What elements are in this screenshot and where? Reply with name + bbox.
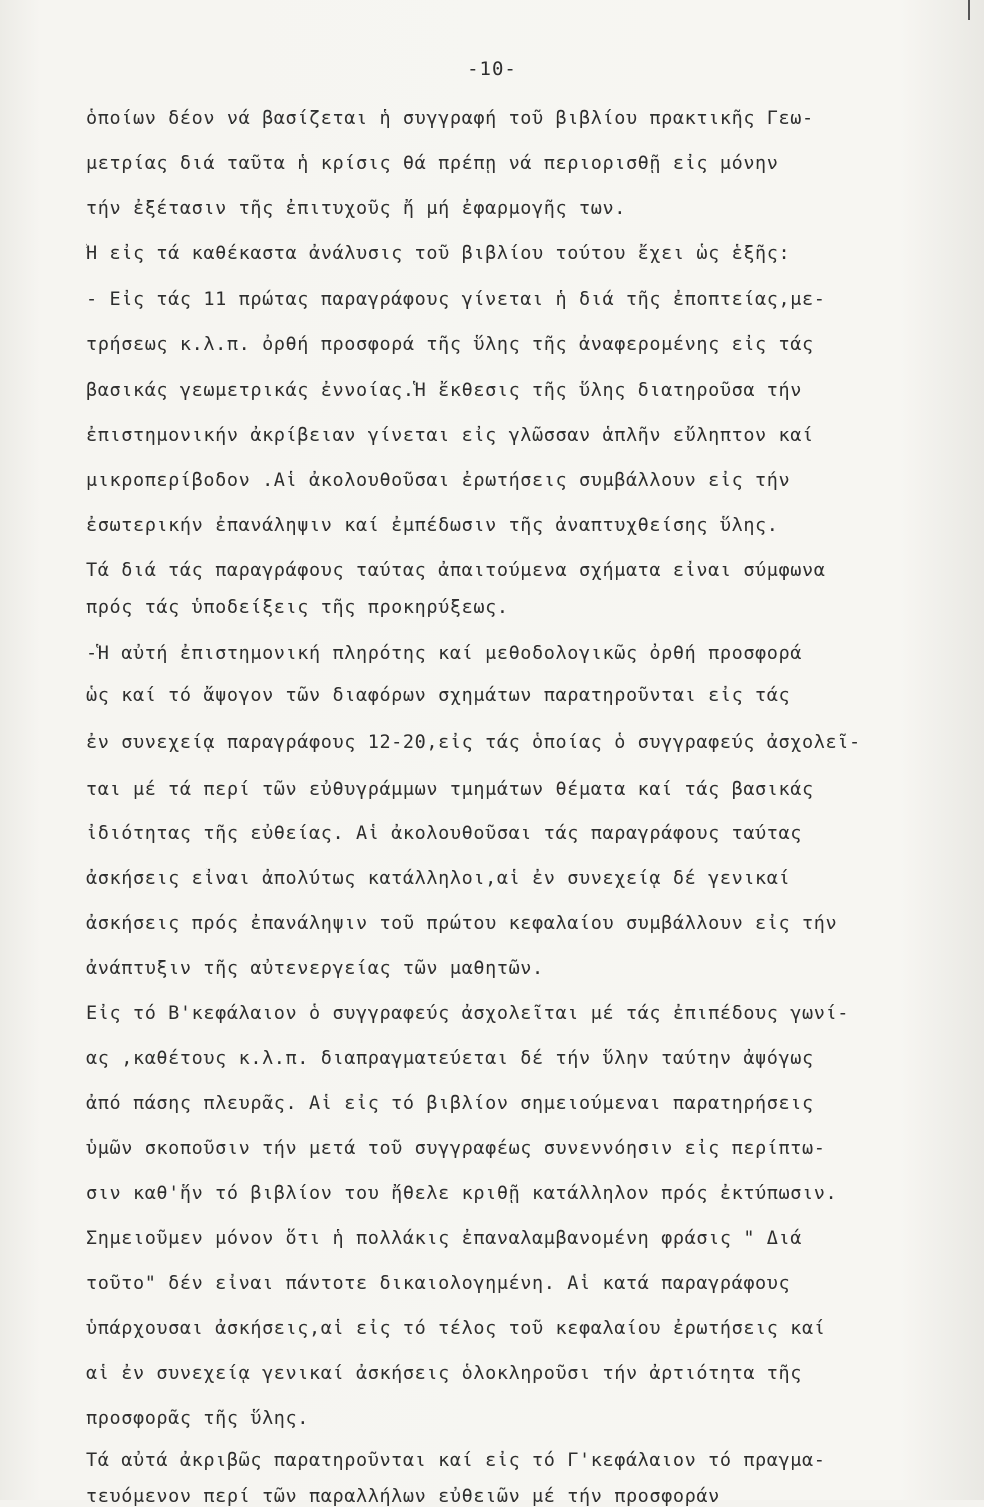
text-line: σιν καθ'ἥν τό βιβλίον του ἤθελε κριθῇ κατάλληλον πρός ἐκτύπωσιν. (86, 1183, 838, 1204)
text-line: προσφορᾶς τῆς ὕλης. (86, 1408, 310, 1429)
text-line: ὁποίων δέον νά βασίζεται ἡ συγγραφή τοῦ βιβλίου πρακτικῆς Γεω- (86, 108, 814, 129)
text-line: πρός τάς ὑποδείξεις τῆς προκηρύξεως. (86, 597, 509, 618)
text-line: ἐπιστημονικήν ἀκρίβειαν γίνεται εἰς γλῶσσαν ἁπλῆν εὔληπτον καί (86, 425, 814, 446)
page-number: -10- (467, 58, 517, 80)
page-edge-mark (968, 0, 970, 20)
text-line: ἀνάπτυξιν τῆς αὐτενεργείας τῶν μαθητῶν. (86, 958, 544, 979)
text-line: Τά διά τάς παραγράφους ταύτας ἀπαιτούμενα σχήματα εἶναι σύμφωνα (86, 560, 826, 581)
text-line: ἀσκήσεις εἶναι ἀπολύτως κατάλληλοι,αἱ ἐν συνεχείᾳ δέ γενικαί (86, 868, 791, 889)
text-line: ἰδιότητας τῆς εὐθείας. Αἱ ἀκολουθοῦσαι τάς παραγράφους ταύτας (86, 823, 803, 844)
text-line: ἐσωτερικήν ἐπανάληψιν καί ἐμπέδωσιν τῆς ἀναπτυχθείσης ὕλης. (86, 515, 779, 536)
text-line: μετρίας διά ταῦτα ἡ κρίσις θά πρέπῃ νά περιορισθῇ εἰς μόνην (86, 153, 779, 174)
text-line: - Εἰς τάς 11 πρώτας παραγράφους γίνεται ἡ διά τῆς ἐποπτείας,με- (86, 289, 826, 310)
text-line: -Ἡ αὐτή ἐπιστημονική πληρότης καί μεθοδολογικῶς ὀρθή προσφορά (86, 643, 803, 664)
text-line: τοῦτο" δέν εἶναι πάντοτε δικαιολογημένη. Αἱ κατά παραγράφους (86, 1273, 791, 1294)
text-line: αἱ ἐν συνεχείᾳ γενικαί ἀσκήσεις ὁλοκληροῦσι τήν ἀρτιότητα τῆς (86, 1363, 803, 1384)
text-line: μικροπερίβοδον .Αἱ ἀκολουθοῦσαι ἐρωτήσεις συμβάλλουν εἰς τήν (86, 470, 791, 491)
text-line: ἐν συνεχείᾳ παραγράφους 12-20,εἰς τάς ὁποίας ὁ συγγραφεύς ἀσχολεῖ- (86, 732, 861, 753)
text-line: ὑμῶν σκοποῦσιν τήν μετά τοῦ συγγραφέως συνεννόησιν εἰς περίπτω- (86, 1138, 826, 1159)
text-line: τευόμενον περί τῶν παραλλήλων εὐθειῶν μέ τήν προσφοράν (86, 1486, 720, 1507)
text-line: Τά αὐτά ἀκριβῶς παρατηροῦνται καί εἰς τό Γ'κεφάλαιον τό πραγμα- (86, 1450, 826, 1471)
text-line: τρήσεως κ.λ.π. ὀρθή προσφορά τῆς ὕλης τῆς ἀναφερομένης εἰς τάς (86, 334, 814, 355)
text-line: Εἰς τό Β'κεφάλαιον ὁ συγγραφεύς ἀσχολεῖται μέ τάς ἐπιπέδους γωνί- (86, 1003, 849, 1024)
text-line: ἀπό πάσης πλευρᾶς. Αἱ εἰς τό βιβλίον σημειούμεναι παρατηρήσεις (86, 1093, 814, 1114)
text-line: τήν ἐξέτασιν τῆς ἐπιτυχοῦς ἤ μή ἐφαρμογῆς των. (86, 198, 626, 219)
text-line: βασικάς γεωμετρικάς ἐννοίας.Ἡ ἔκθεσις τῆς ὕλης διατηροῦσα τήν (86, 380, 803, 401)
text-line: ας ,καθέτους κ.λ.π. διαπραγματεύεται δέ τήν ὕλην ταύτην ἀψόγως (86, 1048, 814, 1069)
text-line: ἀσκήσεις πρός ἐπανάληψιν τοῦ πρώτου κεφαλαίου συμβάλλουν εἰς τήν (86, 913, 838, 934)
text-line: ὡς καί τό ἄψογον τῶν διαφόρων σχημάτων παρατηροῦνται εἰς τάς (86, 685, 791, 706)
text-line: Σημειοῦμεν μόνον ὅτι ἡ πολλάκις ἐπαναλαμβανομένη φράσις " Διά (86, 1228, 803, 1249)
text-line: ται μέ τά περί τῶν εὐθυγράμμων τμημάτων θέματα καί τάς βασικάς (86, 779, 814, 800)
text-line: Ἡ εἰς τά καθέκαστα ἀνάλυσις τοῦ βιβλίου τούτου ἔχει ὡς ἑξῆς: (86, 243, 791, 264)
text-line: ὑπάρχουσαι ἀσκήσεις,αἱ εἰς τό τέλος τοῦ κεφαλαίου ἐρωτήσεις καί (86, 1318, 826, 1339)
